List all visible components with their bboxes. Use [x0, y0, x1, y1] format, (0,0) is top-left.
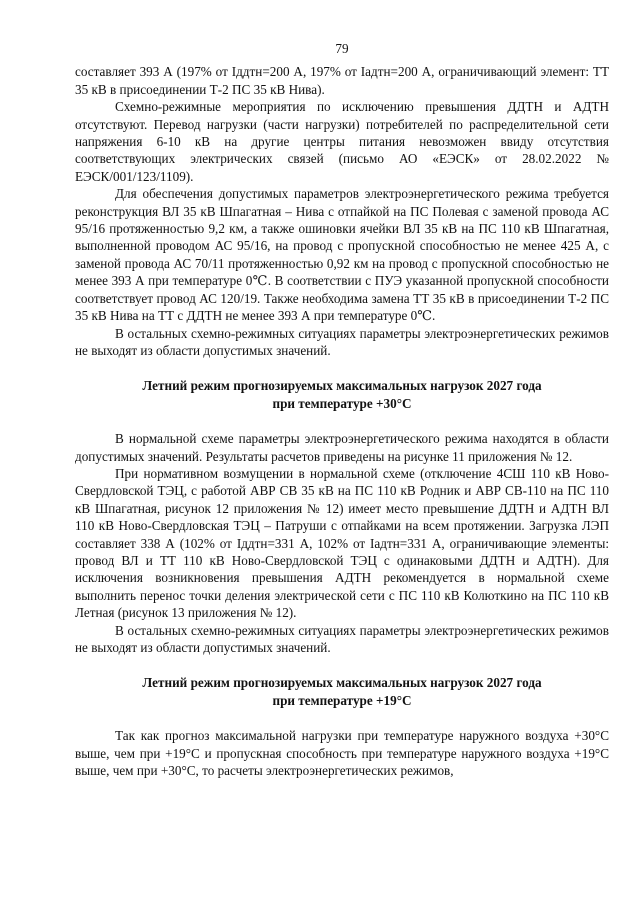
paragraph: Схемно-режимные мероприятия по исключению превышения ДДТН и АДТН отсутствуют. Перевод нагрузки (части нагрузки) потребителей по распределительной сети напряжения 6-10 кВ на другие центры питания невозможен ввиду отсутствия соответствующих электрических связей (письмо АО «ЕЭСК» от 28.02.2022 № ЕЭСК/001/123/1109). — [75, 99, 609, 184]
document-page — [75, 40, 609, 779]
section-heading-line: Летний режим прогнозируемых максимальных нагрузок 2027 года — [142, 378, 542, 394]
paragraph: В остальных схемно-режимных ситуациях параметры электроэнергетических режимов не выходят из области допустимых значений. — [75, 325, 609, 358]
paragraph: Для обеспечения допустимых параметров электроэнергетического режима требуется реконструкция ВЛ 35 кВ Шпагатная – Нива с отпайкой на ПС Полевая с заменой провода АС 95/16 протяженностью 9,2 км, а также ошиновки ячейки ВЛ 35 кВ на ПС 110 кВ Шпагатная, выполненной проводом АС 95/16, на провод с пропускной способностью не менее 425 А, с заменой провода АС 70/11 протяженностью 0,92 км на провод с пропускной способностью не менее 393 А при температуре 0℃. В соответствии с ПУЭ указанной пропускной способности соответствует провод АС 120/19. Также необходима замена ТТ 35 кВ в присоединении Т-2 ПС 35 кВ Нива на ТТ с ДДТН не менее 393 А при температуре 0℃. — [75, 186, 609, 324]
paragraph: В нормальной схеме параметры электроэнергетического режима находятся в области допустимых значений. Результаты расчетов приведены на рисунке 11 приложения № 12. — [75, 431, 609, 464]
section-heading-line: Летний режим прогнозируемых максимальных нагрузок 2027 года — [142, 675, 542, 691]
section-heading — [75, 377, 609, 412]
paragraph: При нормативном возмущении в нормальной схеме (отключение 4СШ 110 кВ Ново-Свердловской ТЭЦ, с работой АВР СВ 35 кВ на ПС 110 кВ Родник и АВР СВ-110 на ПС 110 кВ Шпагатная, рисунок 12 приложения № 12) имеет место превышение ДДТН и АДТН ВЛ 110 кВ Ново-Свердловская ТЭЦ – Патруши с отпайками на всем протяжении. Загрузка ЛЭП составляет 338 А (102% от Iддтн=331 А, 102% от Iадтн=331 А, ограничивающие элементы: провод ВЛ и ТТ 110 кВ Ново-Свердловской ТЭЦ с одинаковыми ДДТН и АДТН). Для исключения возникновения превышения АДТН рекомендуется в нормальной схеме выполнить перенос точки деления электрической сети с ПС 110 кВ Колюткино на ПС 110 кВ Летная (рисунок 13 приложения № 12). — [75, 465, 609, 621]
section-heading-line: при температуре +19°С — [272, 692, 412, 708]
paragraph: Так как прогноз максимальной нагрузки при температуре наружного воздуха +30°С выше, чем при +19°С и пропускная способность при температуре наружного воздуха +19°С выше, чем при +30°С, то расчеты электроэнергетических режимов, — [75, 728, 609, 779]
page-number: 79 — [335, 41, 349, 56]
paragraph: В остальных схемно-режимных ситуациях параметры электроэнергетических режимов не выходят из области допустимых значений. — [75, 622, 609, 655]
section-heading — [75, 674, 609, 709]
section-heading-line: при температуре +30°С — [272, 395, 412, 411]
paragraph: составляет 393 А (197% от Iддтн=200 А, 197% от Iадтн=200 А, ограничивающий элемент: ТТ 35 кВ в присоединении Т-2 ПС 35 кВ Нива). — [75, 64, 609, 97]
